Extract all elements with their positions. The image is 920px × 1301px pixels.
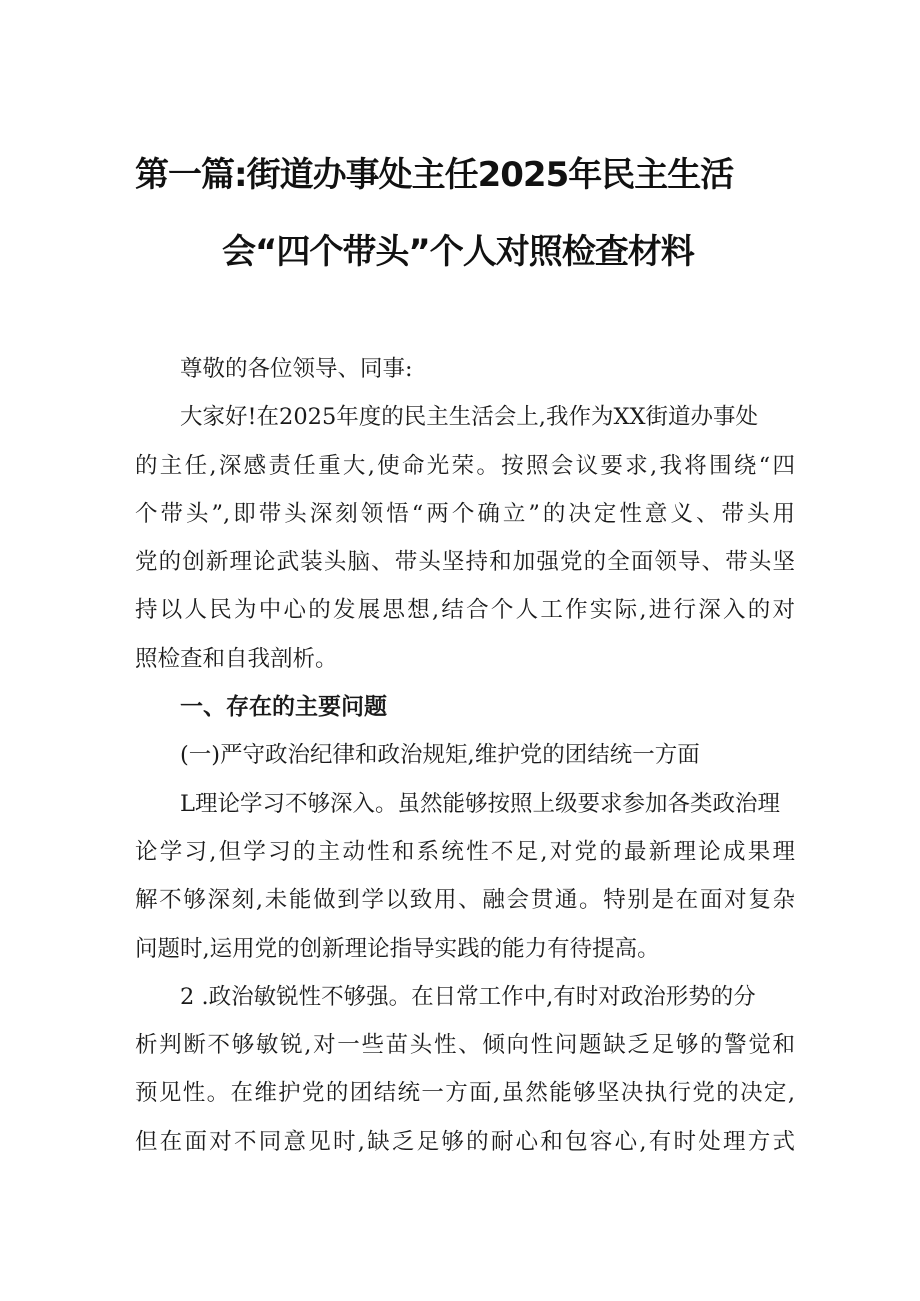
- paragraph-line: L理论学习不够深入。虽然能够按照上级要求参加各类政治理: [180, 790, 780, 817]
- paragraph-line: 的主任,深感责任重大,使命光荣。按照会议要求,我将围绕“四: [135, 452, 795, 479]
- paragraph-line: 大家好!在2025年度的民主生活会上,我作为XX街道办事处: [180, 404, 758, 431]
- paragraph-line: 照检查和自我剖析。: [135, 645, 338, 672]
- document-body: [135, 345, 795, 1166]
- paragraph-line: 个带头”,即带头深刻领悟“两个确立”的决定性意义、带头用: [135, 500, 795, 527]
- paragraph-line: 党的创新理论武装头脑、带头坚持和加强党的全面领导、带头坚: [135, 549, 795, 576]
- paragraph-line: 持以人民为中心的发展思想,结合个人工作实际,进行深入的对: [135, 597, 795, 624]
- paragraph-line: 预见性。在维护党的团结统一方面,虽然能够坚决执行党的决定,: [135, 1080, 795, 1107]
- document-title-line-2: 会“四个带头”个人对照检查材料: [222, 232, 694, 272]
- paragraph-line: 问题时,运用党的创新理论指导实践的能力有待提高。: [135, 935, 660, 962]
- section-heading: 一、存在的主要问题: [180, 694, 387, 721]
- paragraph-line: 析判断不够敏锐,对一些苗头性、倾向性问题缺乏足够的警觉和: [135, 1032, 795, 1059]
- paragraph-line: 但在面对不同意见时,缺乏足够的耐心和包容心,有时处理方式: [135, 1128, 795, 1155]
- document-title-line-1: 第一篇:街道办事处主任2025年民主生活: [135, 155, 734, 195]
- intro-paragraph: [135, 393, 795, 683]
- item-paragraph-2: [135, 973, 795, 1166]
- paragraph-line: 2 .政治敏锐性不够强。在日常工作中,有时对政治形势的分: [180, 983, 756, 1010]
- item-paragraph-1: [135, 780, 795, 973]
- paragraph-line: 论学习,但学习的主动性和系统性不足,对党的最新理论成果理: [135, 838, 795, 865]
- salutation: 尊敬的各位领导、同事:: [180, 356, 413, 382]
- paragraph-line: 解不够深刻,未能做到学以致用、融会贯通。特别是在面对复杂: [135, 887, 795, 914]
- subsection-heading: (一)严守政治纪律和政治规矩,维护党的团结统一方面: [180, 742, 700, 769]
